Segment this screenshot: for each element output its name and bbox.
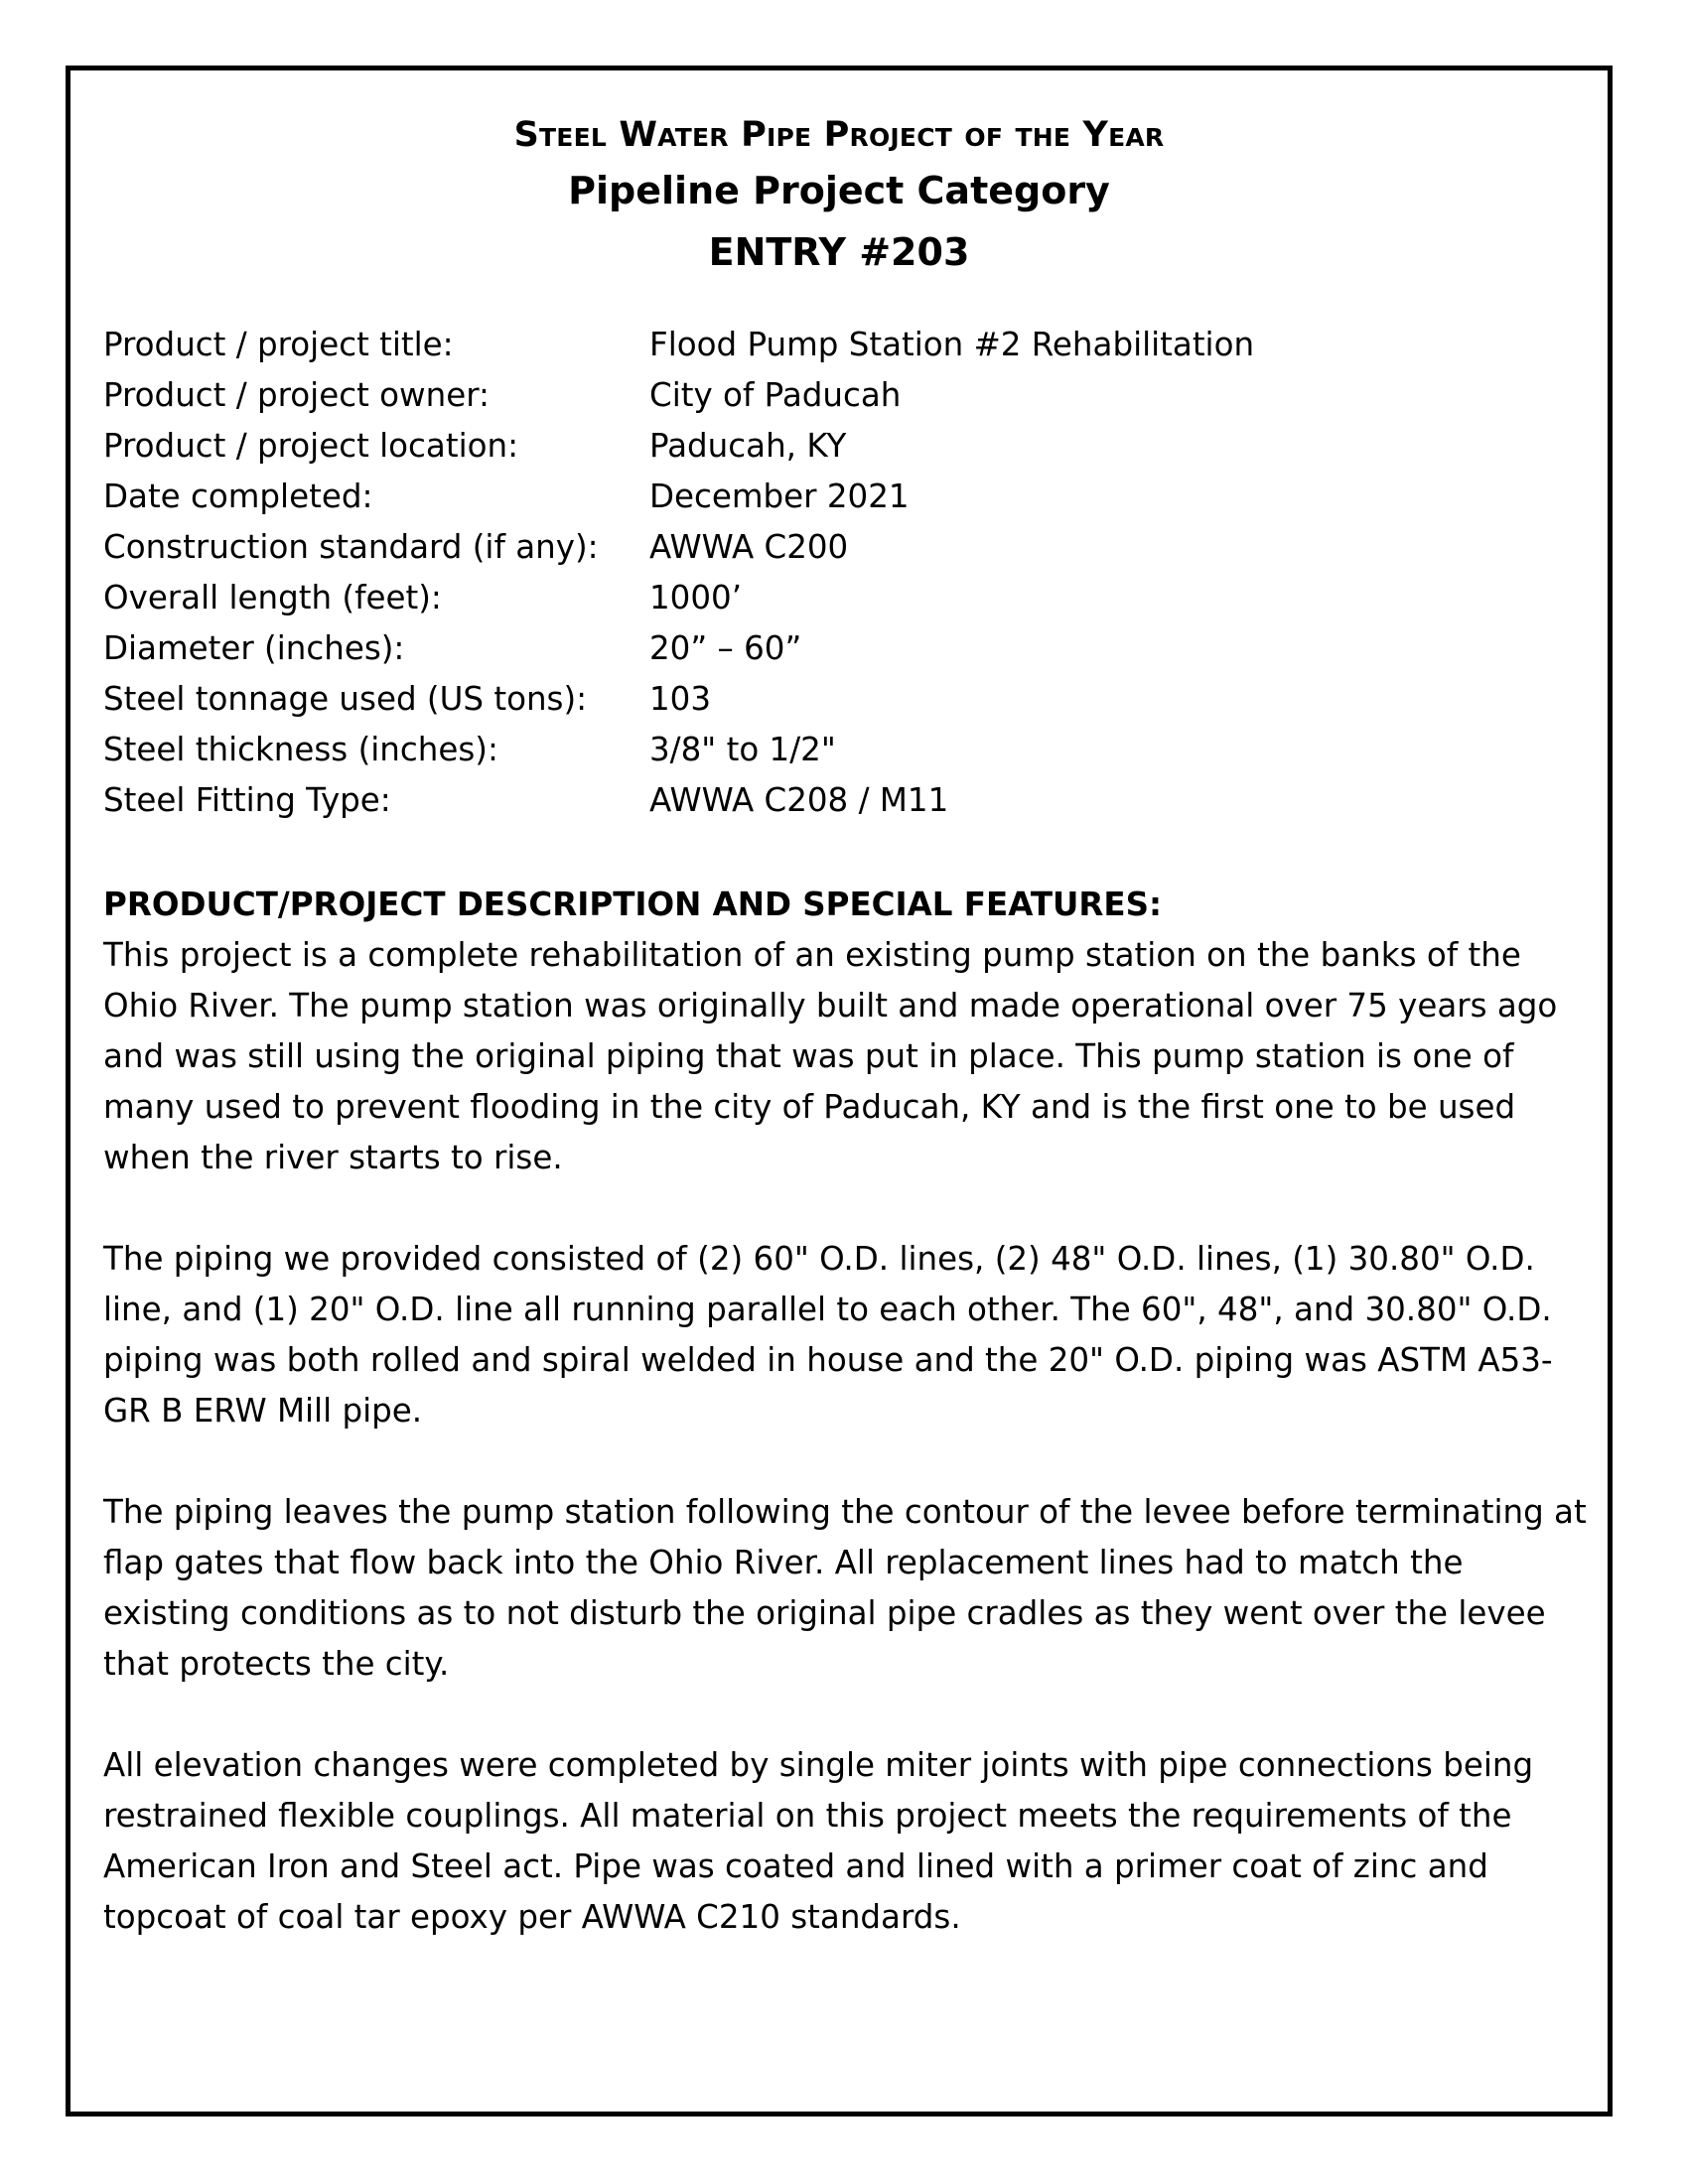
description-paragraph: The piping we provided consisted of (2) 60" O.D. lines, (2) 48" O.D. lines, (1) 30.80" O.D. line, and (1) 20" O.D. line all running parallel to each other. The 60", 48", and 30.80" O.D. piping was both rolled and spiral welded in house and the 20" O.D. piping was ASTM A53-GR B ERW Mill pipe. bbox=[103, 1240, 1553, 1430]
field-value: Flood Pump Station #2 Rehabilitation bbox=[649, 326, 1255, 363]
project-description bbox=[103, 880, 1593, 1993]
field-value: 1000’ bbox=[649, 579, 743, 616]
field-label: Overall length (feet): bbox=[103, 579, 442, 616]
project-fields bbox=[103, 320, 1444, 826]
field-row bbox=[103, 522, 1444, 573]
description-paragraph: The piping leaves the pump station following the contour of the levee before terminating at flap gates that flow back into the Ohio River. All replacement lines had to match the existing conditions as to not disturb the original pipe cradles as they went over the levee that protects the city. bbox=[103, 1493, 1587, 1683]
description-heading: PRODUCT/PROJECT DESCRIPTION AND SPECIAL FEATURES: bbox=[103, 886, 1163, 923]
field-value: City of Paducah bbox=[649, 376, 902, 414]
field-value: AWWA C200 bbox=[649, 528, 849, 566]
field-value: 3/8" to 1/2" bbox=[649, 731, 836, 768]
field-value: 103 bbox=[649, 680, 712, 718]
field-label: Product / project location: bbox=[103, 427, 519, 465]
field-row bbox=[103, 573, 1444, 623]
field-label: Diameter (inches): bbox=[103, 629, 405, 667]
field-value: December 2021 bbox=[649, 478, 910, 515]
field-label: Date completed: bbox=[103, 478, 373, 515]
field-label: Product / project title: bbox=[103, 326, 454, 363]
field-value: Paducah, KY bbox=[649, 427, 847, 465]
field-row bbox=[103, 775, 1444, 826]
page-border bbox=[66, 66, 1613, 2116]
field-row bbox=[103, 674, 1444, 725]
field-row bbox=[103, 320, 1444, 370]
field-row bbox=[103, 725, 1444, 775]
field-label: Steel tonnage used (US tons): bbox=[103, 680, 588, 718]
field-row bbox=[103, 421, 1444, 472]
field-value: AWWA C208 / M11 bbox=[649, 781, 949, 819]
award-title: Steel Water Pipe Project of the Year bbox=[513, 115, 1165, 155]
field-label: Steel thickness (inches): bbox=[103, 731, 498, 768]
document-header bbox=[70, 110, 1608, 283]
field-value: 20” – 60” bbox=[649, 629, 802, 667]
field-label: Steel Fitting Type: bbox=[103, 781, 391, 819]
field-row bbox=[103, 472, 1444, 522]
field-row bbox=[103, 370, 1444, 421]
field-row bbox=[103, 623, 1444, 674]
category-title: Pipeline Project Category bbox=[568, 169, 1110, 212]
field-label: Product / project owner: bbox=[103, 376, 490, 414]
entry-number: ENTRY #203 bbox=[708, 230, 970, 274]
field-label: Construction standard (if any): bbox=[103, 528, 599, 566]
description-paragraph: This project is a complete rehabilitation of an existing pump station on the banks of the Ohio River. The pump station was originally built and made operational over 75 years ago and was still using the original piping that was put in place. This pump station is one of many used to prevent flooding in the city of Paducah, KY and is the first one to be used when the river starts to rise. bbox=[103, 936, 1558, 1176]
description-paragraph: All elevation changes were completed by single miter joints with pipe connections being restrained flexible couplings. All material on this project meets the requirements of the American Iron and Steel act. Pipe was coated and lined with a primer coat of zinc and topcoat of coal tar epoxy per AWWA C210 standards. bbox=[103, 1746, 1534, 1936]
